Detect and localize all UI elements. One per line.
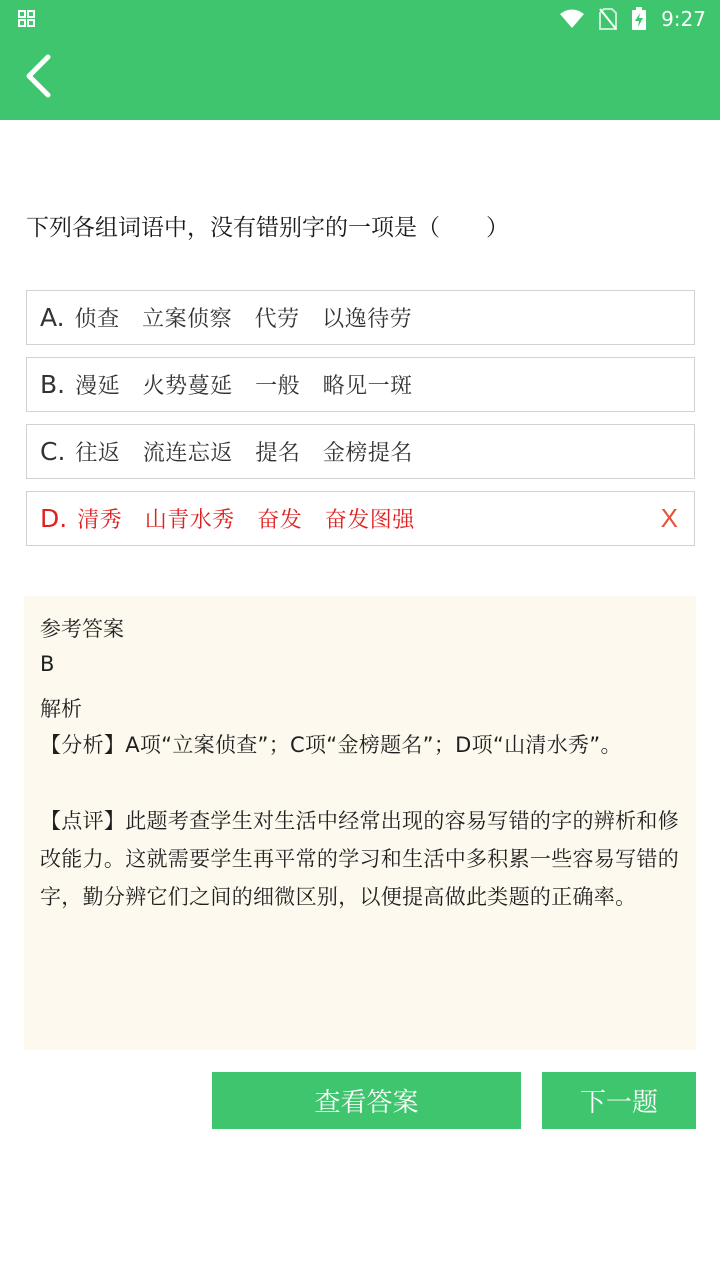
- app-bar: [0, 0, 720, 120]
- option-letter: C.: [40, 437, 66, 466]
- option-text: 漫延 火势蔓延 一般 略见一斑: [75, 374, 413, 399]
- option-text: 清秀 山青水秀 奋发 奋发图强: [77, 508, 415, 533]
- option-letter: D.: [40, 504, 68, 533]
- answer-value: B: [40, 652, 55, 676]
- wrong-mark-icon: X: [660, 503, 678, 533]
- analysis-panel: [24, 596, 696, 1050]
- question-text: 下列各组词语中，没有错别字的一项是（ ）: [26, 215, 509, 241]
- view-answer-button[interactable]: 查看答案: [212, 1072, 521, 1129]
- option-d[interactable]: [26, 491, 695, 546]
- option-letter: A.: [40, 303, 65, 332]
- answer-label: 参考答案: [40, 617, 124, 641]
- app-grid-icon: [18, 10, 36, 28]
- analysis-label: 解析: [40, 697, 82, 721]
- status-time: 9:27: [661, 7, 706, 31]
- option-list: [26, 290, 695, 558]
- wifi-icon: [559, 9, 585, 29]
- next-question-button[interactable]: 下一题: [542, 1072, 696, 1129]
- option-text: 往返 流连忘返 提名 金榜提名: [75, 441, 413, 466]
- option-c[interactable]: [26, 424, 695, 479]
- no-sim-icon: [599, 8, 617, 30]
- battery-charging-icon: [631, 7, 647, 31]
- analysis-text: 【分析】A项“立案侦查”；C项“金榜题名”；D项“山清水秀”。 【点评】此题考查学生对生活中经常出现的容易写错的字的辨析和修改能力。这就需要学生再平常的学习和生活中多积累一些容易写错的字，勤分辨它们之间的细微区别，以便提高做此类题的正确率。: [40, 733, 679, 909]
- option-text: 侦查 立案侦察 代劳 以逸待劳: [74, 307, 413, 332]
- option-letter: B.: [40, 370, 66, 399]
- chevron-left-icon: [23, 53, 53, 103]
- option-a[interactable]: [26, 290, 695, 345]
- back-button[interactable]: [18, 52, 58, 104]
- option-b[interactable]: [26, 357, 695, 412]
- status-bar: [0, 0, 720, 38]
